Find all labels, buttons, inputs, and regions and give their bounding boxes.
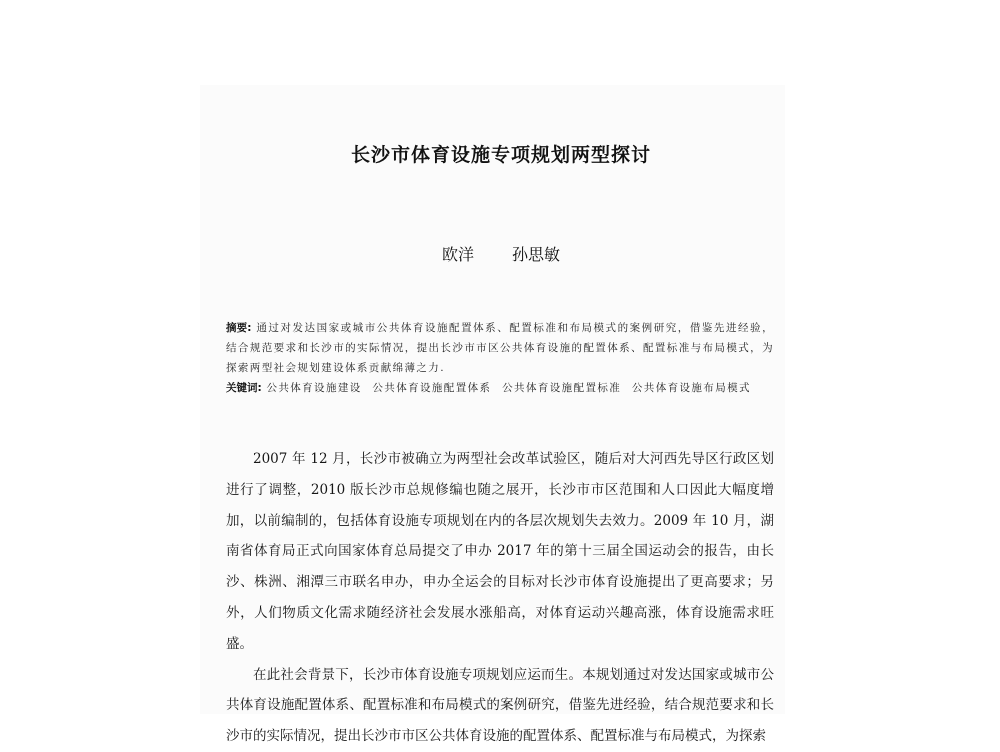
body-paragraph: 2007 年 12 月，长沙市被确立为两型社会改革试验区，随后对大河西先导区行政区划进行了调整，2010 版长沙市总规修编也随之展开，长沙市市区范围和人口因此大幅度增加，以前编制的，包括体育设施专项规划在内的各层次规划失去效力。2009 年 10 月，湖南省体育局正式向国家体育总局提交了申办 2017 年的第十三届全国运动会的报告，由长沙、株洲、湘潭三市联名申办，申办全运会的目标对长沙市体育设施提出了更高要求；另外，人们物质文化需求随经济社会发展水涨船高，对体育运动兴趣高涨，体育设施需求旺盛。 [226, 451, 774, 652]
keyword: 公共体育设施配置标准 [502, 382, 622, 394]
keyword: 公共体育设施布局模式 [631, 382, 751, 394]
author-list [226, 242, 776, 265]
keyword: 公共体育设施建设 [266, 382, 362, 394]
author-name: 孙思敏 [512, 245, 561, 264]
abstract [226, 318, 774, 378]
author-name: 欧洋 [441, 245, 474, 264]
keywords-label: 关键词: [226, 382, 262, 394]
body-text [226, 444, 774, 752]
abstract-label: 摘要: [226, 322, 252, 334]
paper-title: 长沙市体育设施专项规划两型探讨 [350, 144, 651, 166]
body-paragraph: 在此社会背景下，长沙市体育设施专项规划应运而生。本规划通过对发达国家或城市公共体育设施配置体系、配置标准和布局模式的案例研究，借鉴先进经验，结合规范要求和长沙市的实际情况，提出长沙市市区公共体育设施的配置体系、配置标准与布局模式，为探索 [226, 666, 774, 745]
abstract-text: 通过对发达国家或城市公共体育设施配置体系、配置标准和布局模式的案例研究，借鉴先进经验，结合规范要求和长沙市的实际情况，提出长沙市市区公共体育设施的配置体系、配置标准与布局模式，为探索两型社会规划建设体系贡献绵薄之力. [226, 322, 774, 374]
keywords [226, 378, 774, 398]
keyword: 公共体育设施配置体系 [372, 382, 492, 394]
